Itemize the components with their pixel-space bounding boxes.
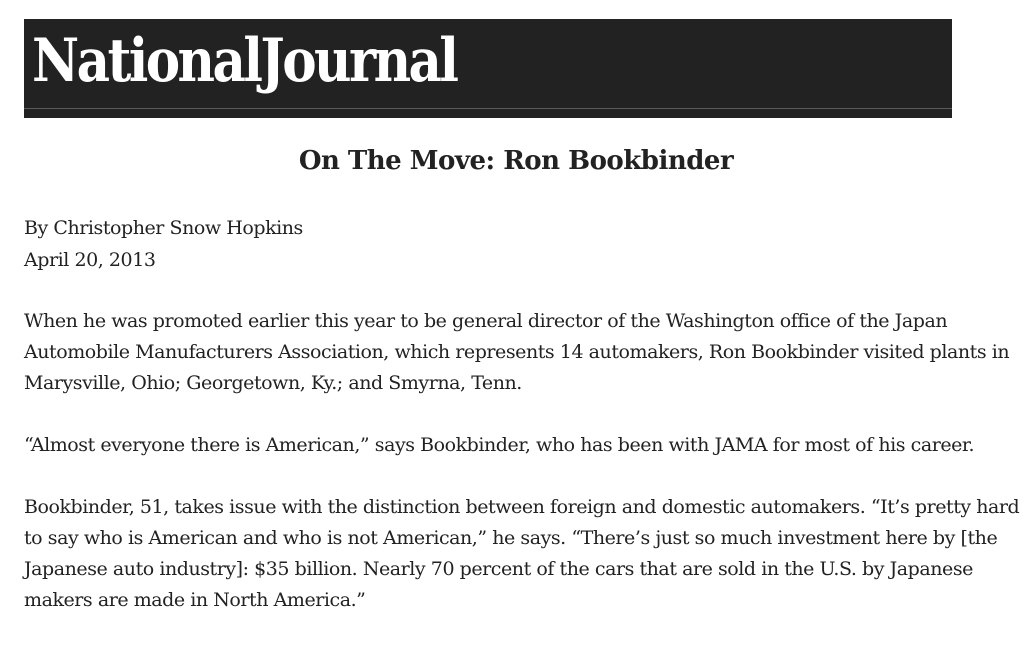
- paragraph-line: When he was promoted earlier this year to be general director of the Washington office of the Japan: [24, 310, 948, 332]
- publication-logo[interactable]: NationalJournal: [32, 26, 457, 96]
- paragraph-line: makers are made in North America.”: [24, 589, 366, 611]
- article-byline: By Christopher Snow Hopkins: [24, 217, 303, 239]
- masthead-divider: [24, 108, 952, 109]
- masthead-banner: [24, 19, 952, 118]
- paragraph-line: to say who is American and who is not American,” he says. “There’s just so much investment here by [the: [24, 527, 998, 549]
- article-paragraph: [24, 306, 1024, 399]
- article-paragraph: [24, 492, 1024, 616]
- article-date: April 20, 2013: [24, 249, 156, 271]
- paragraph-line: Japanese auto industry]: $35 billion. Nearly 70 percent of the cars that are sold in the U.S. by Japanese: [24, 558, 973, 580]
- article-meta: [24, 212, 303, 276]
- article-title: On The Move: Ron Bookbinder: [298, 146, 734, 176]
- article-paragraph: [24, 430, 1024, 461]
- paragraph-line: Automobile Manufacturers Association, which represents 14 automakers, Ron Bookbinder visited plants in: [24, 341, 1010, 363]
- article-body: [24, 306, 1024, 647]
- paragraph-line: “Almost everyone there is American,” says Bookbinder, who has been with JAMA for most of his career.: [24, 434, 975, 456]
- paragraph-line: Bookbinder, 51, takes issue with the distinction between foreign and domestic automakers. “It’s pretty hard: [24, 496, 1020, 518]
- paragraph-line: Marysville, Ohio; Georgetown, Ky.; and Smyrna, Tenn.: [24, 372, 522, 394]
